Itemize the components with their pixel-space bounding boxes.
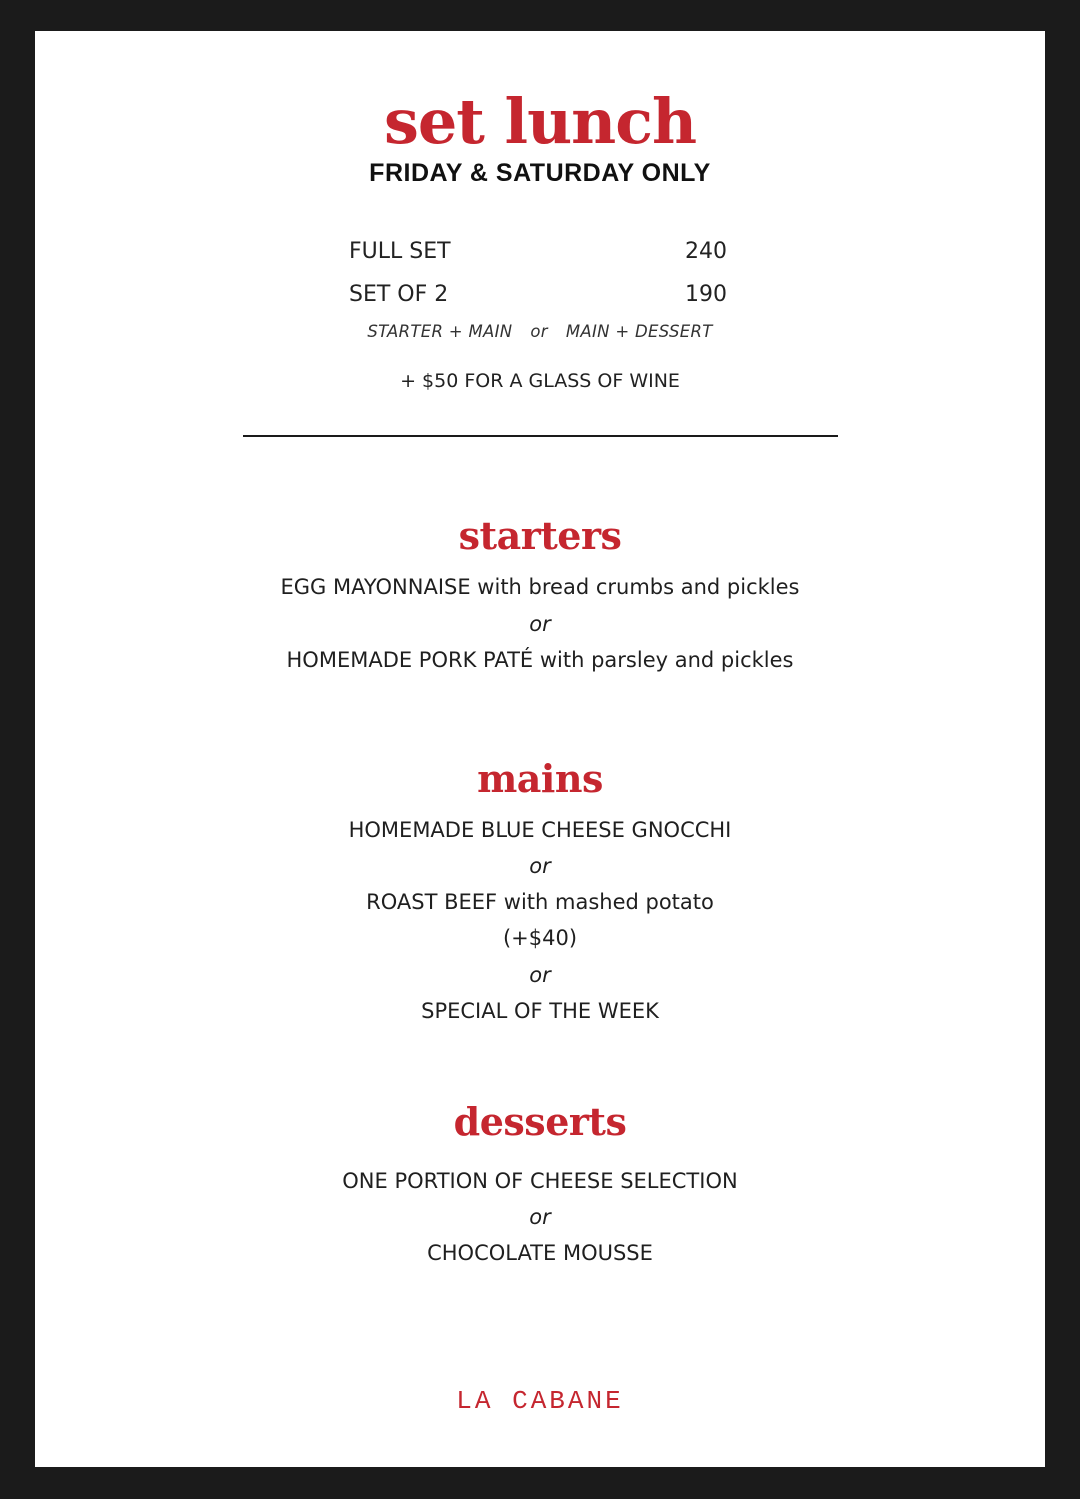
desserts-heading: desserts bbox=[453, 1099, 627, 1144]
menu-title: set lunch bbox=[383, 85, 697, 158]
combo-or: or bbox=[530, 322, 548, 341]
mains-heading: mains bbox=[477, 756, 603, 801]
price-value-set-of-2: 190 bbox=[685, 282, 727, 307]
starter-or: or bbox=[529, 612, 551, 636]
starter-item-pork-pate: HOMEMADE PORK PATÉ with parsley and pickles bbox=[286, 648, 794, 672]
section-divider bbox=[243, 435, 838, 437]
dessert-or: or bbox=[529, 1205, 551, 1229]
main-or-1: or bbox=[529, 854, 551, 878]
dessert-item-chocolate-mousse: CHOCOLATE MOUSSE bbox=[427, 1241, 653, 1265]
menu-page bbox=[35, 31, 1045, 1467]
la-cabane-logo: LA CABANE bbox=[456, 1386, 624, 1416]
dessert-item-cheese: ONE PORTION OF CHEESE SELECTION bbox=[342, 1169, 738, 1193]
starters-heading: starters bbox=[458, 513, 622, 558]
main-item-gnocchi: HOMEMADE BLUE CHEESE GNOCCHI bbox=[348, 818, 732, 842]
starter-item-egg-mayonnaise: EGG MAYONNAISE with bread crumbs and pickles bbox=[280, 575, 800, 599]
price-label-full-set: FULL SET bbox=[349, 239, 451, 264]
main-item-roast-beef: ROAST BEEF with mashed potato bbox=[366, 890, 714, 914]
combo-option-starter-main: STARTER + MAIN bbox=[367, 322, 513, 341]
wine-note: + $50 FOR A GLASS OF WINE bbox=[400, 370, 680, 392]
main-item-special: SPECIAL OF THE WEEK bbox=[421, 999, 659, 1023]
price-label-set-of-2: SET OF 2 bbox=[349, 282, 449, 307]
combo-option-main-dessert: MAIN + DESSERT bbox=[565, 322, 713, 341]
main-item-roast-beef-surcharge: (+$40) bbox=[502, 926, 578, 950]
price-value-full-set: 240 bbox=[685, 239, 727, 264]
menu-subtitle: FRIDAY & SATURDAY ONLY bbox=[369, 159, 711, 187]
set-combo-options bbox=[35, 322, 1045, 341]
main-or-2: or bbox=[529, 963, 551, 987]
